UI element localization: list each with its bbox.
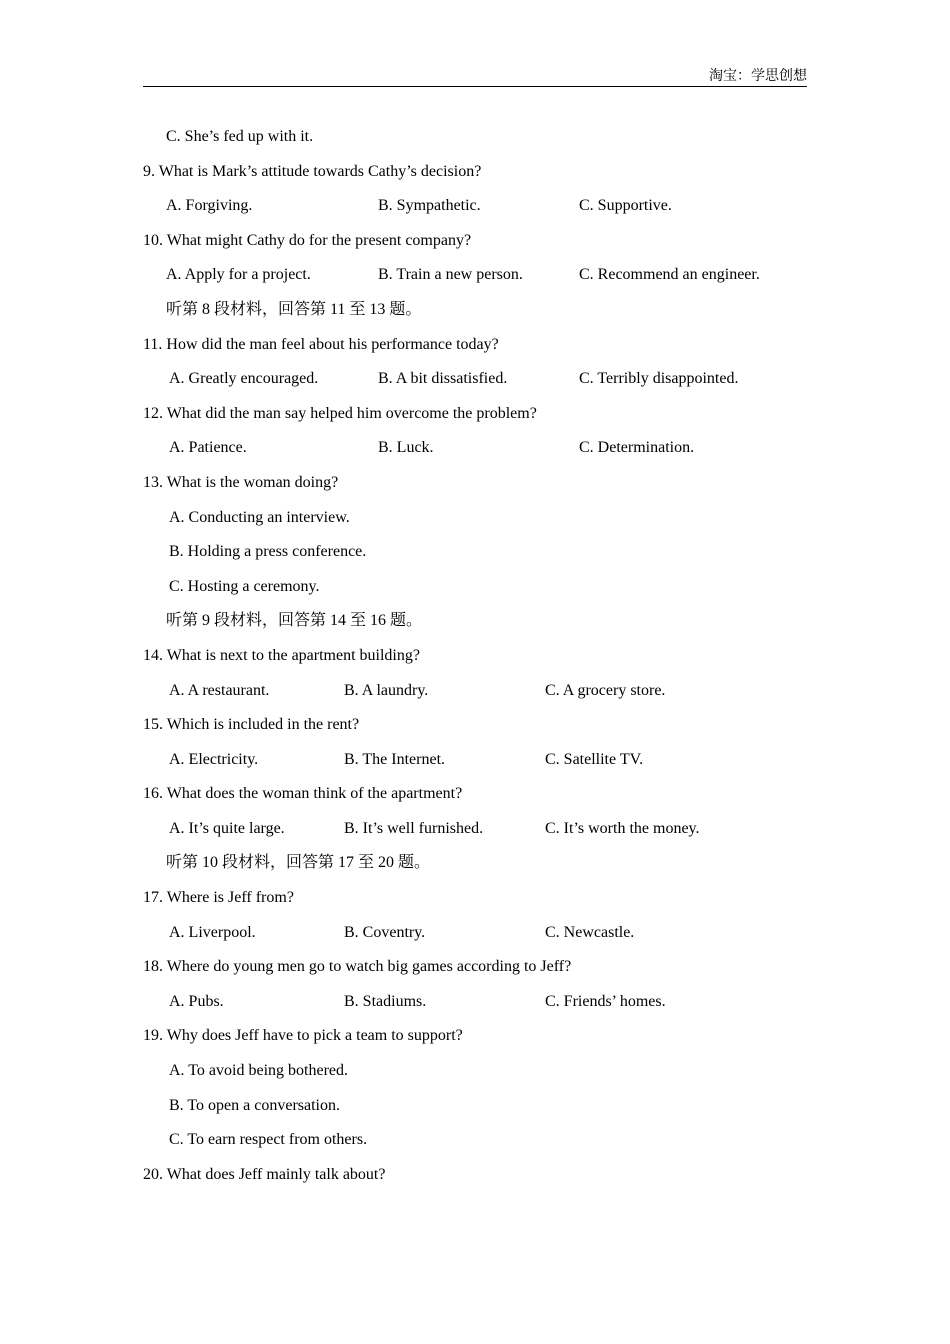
answer-option: B. Luck. <box>378 439 434 457</box>
answer-option: B. Sympathetic. <box>378 197 481 215</box>
question-text: 14. What is next to the apartment building? <box>143 646 420 664</box>
question-list <box>143 128 807 1200</box>
answer-option: A. Liverpool. <box>169 923 256 941</box>
question-text: 17. Where is Jeff from? <box>143 889 294 907</box>
question-text: 11. How did the man feel about his performance today? <box>143 335 499 353</box>
question-text: 9. What is Mark’s attitude towards Cathy’s decision? <box>143 162 482 180</box>
answer-option: C. Terribly disappointed. <box>579 370 739 388</box>
answer-option: A. A restaurant. <box>169 681 270 699</box>
answer-options-row <box>143 924 807 959</box>
answer-option: A. Electricity. <box>169 750 259 768</box>
answer-option: C. To earn respect from others. <box>169 1131 368 1149</box>
answer-option: A. It’s quite large. <box>169 819 285 837</box>
section-instruction: 听第 8 段材料，回答第 11 至 13 题。 <box>166 300 422 318</box>
answer-option: A. Pubs. <box>169 992 224 1010</box>
answer-option: B. A laundry. <box>344 681 429 699</box>
answer-option: A. Apply for a project. <box>166 266 311 284</box>
answer-option: C. It’s worth the money. <box>545 819 700 837</box>
answer-option: B. Holding a press conference. <box>169 543 367 561</box>
question-text: 15. Which is included in the rent? <box>143 716 360 734</box>
answer-option: C. Friends’ homes. <box>545 992 666 1010</box>
section-instruction: 听第 10 段材料，回答第 17 至 20 题。 <box>166 854 431 872</box>
answer-option: C. Hosting a ceremony. <box>169 577 320 595</box>
question-text: 20. What does Jeff mainly talk about? <box>143 1165 386 1183</box>
answer-option: B. Coventry. <box>344 923 426 941</box>
question-text: 16. What does the woman think of the apartment? <box>143 785 463 803</box>
answer-option: C. She’s fed up with it. <box>166 128 314 145</box>
answer-options-row <box>143 820 807 855</box>
question-text: 13. What is the woman doing? <box>143 473 339 491</box>
answer-option: C. Determination. <box>579 439 695 457</box>
answer-option: A. Conducting an interview. <box>169 508 350 526</box>
answer-option: C. A grocery store. <box>545 681 666 699</box>
answer-options-row <box>143 439 807 474</box>
answer-option: B. The Internet. <box>344 750 446 768</box>
answer-option: C. Newcastle. <box>545 923 635 941</box>
answer-options-row <box>143 370 807 405</box>
section-instruction: 听第 9 段材料，回答第 14 至 16 题。 <box>166 612 423 630</box>
answer-options-row <box>143 993 807 1028</box>
answer-options-row <box>143 751 807 786</box>
answer-option: B. A bit dissatisfied. <box>378 370 508 388</box>
answer-option: A. To avoid being bothered. <box>169 1062 348 1080</box>
answer-option: B. Stadiums. <box>344 992 427 1010</box>
answer-option: C. Supportive. <box>579 197 672 215</box>
question-text: 12. What did the man say helped him overcome the problem? <box>143 404 537 422</box>
answer-option: A. Forgiving. <box>166 197 253 215</box>
answer-option: C. Recommend an engineer. <box>579 266 760 284</box>
answer-option: A. Patience. <box>169 439 247 457</box>
answer-option: B. To open a conversation. <box>169 1096 340 1114</box>
answer-option: B. Train a new person. <box>378 266 523 284</box>
question-text: 10. What might Cathy do for the present company? <box>143 231 472 249</box>
answer-option: C. Satellite TV. <box>545 750 644 768</box>
answer-option: A. Greatly encouraged. <box>169 370 319 388</box>
question-text: 19. Why does Jeff have to pick a team to support? <box>143 1027 463 1045</box>
answer-options-row <box>143 682 807 717</box>
header-divider <box>143 86 807 87</box>
page-header-text: 淘宝：学思创想 <box>709 69 807 84</box>
answer-options-row <box>143 197 807 232</box>
answer-option: B. It’s well furnished. <box>344 819 484 837</box>
question-text: 18. Where do young men go to watch big games according to Jeff? <box>143 958 572 976</box>
answer-options-row <box>143 266 807 301</box>
